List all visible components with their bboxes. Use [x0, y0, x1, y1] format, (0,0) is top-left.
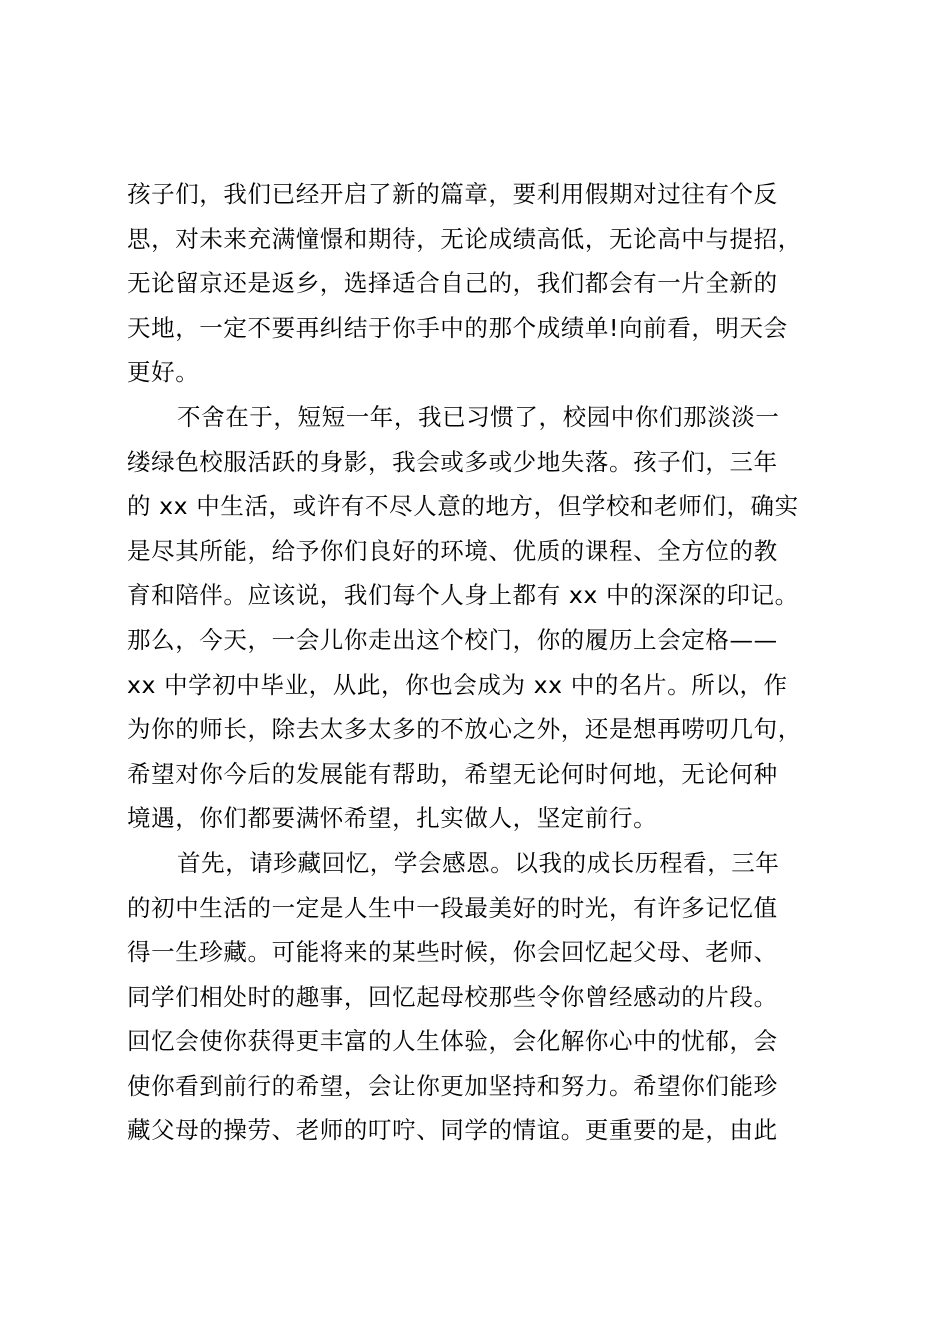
text-line: 思，对未来充满憧憬和期待，无论成绩高低，无论高中与提招， — [127, 224, 802, 253]
text-line: 那么，今天，一会儿你走出这个校门，你的履历上会定格—— — [127, 625, 778, 654]
text-line: 希望对你今后的发展能有帮助，希望无论何时何地，无论何种 — [127, 759, 778, 788]
paragraph-first-line: 首先，请珍藏回忆，学会感恩。以我的成长历程看，三年 — [177, 848, 780, 877]
text-line: 的 xx 中生活，或许有不尽人意的地方，但学校和老师们，确实 — [127, 492, 799, 521]
text-line: 回忆会使你获得更丰富的人生体验，会化解你心中的忧郁，会 — [127, 1027, 778, 1056]
text-line: 缕绿色校服活跃的身影，我会或多或少地失落。孩子们，三年 — [127, 447, 778, 476]
text-line: xx 中学初中毕业，从此，你也会成为 xx 中的名片。所以，作 — [127, 670, 788, 699]
body-text — [127, 172, 847, 1153]
text-line: 藏父母的操劳、老师的叮咛、同学的情谊。更重要的是，由此 — [127, 1116, 778, 1145]
text-line: 的初中生活的一定是人生中一段最美好的时光，有许多记忆值 — [127, 893, 778, 922]
text-line: 育和陪伴。应该说，我们每个人身上都有 xx 中的深深的印记。 — [127, 581, 799, 610]
text-line: 无论留京还是返乡，选择适合自己的，我们都会有一片全新的 — [127, 269, 778, 298]
text-line: 天地，一定不要再纠结于你手中的那个成绩单!向前看，明天会 — [127, 313, 788, 342]
paragraph-first-line: 不舍在于，短短一年，我已习惯了，校园中你们那淡淡一 — [177, 402, 780, 431]
text-line: 使你看到前行的希望，会让你更加坚持和努力。希望你们能珍 — [127, 1071, 778, 1100]
text-line: 为你的师长，除去太多太多的不放心之外，还是想再唠叨几句， — [127, 715, 802, 744]
text-line: 是尽其所能，给予你们良好的环境、优质的课程、全方位的教 — [127, 536, 778, 565]
text-line: 同学们相处时的趣事，回忆起母校那些令你曾经感动的片段。 — [127, 982, 778, 1011]
text-line: 得一生珍藏。可能将来的某些时候，你会回忆起父母、老师、 — [127, 938, 778, 967]
text-line: 境遇，你们都要满怀希望，扎实做人，坚定前行。 — [127, 804, 658, 833]
text-line: 孩子们，我们已经开启了新的篇章，要利用假期对过往有个反 — [127, 180, 778, 208]
text-line: 更好。 — [127, 358, 200, 387]
